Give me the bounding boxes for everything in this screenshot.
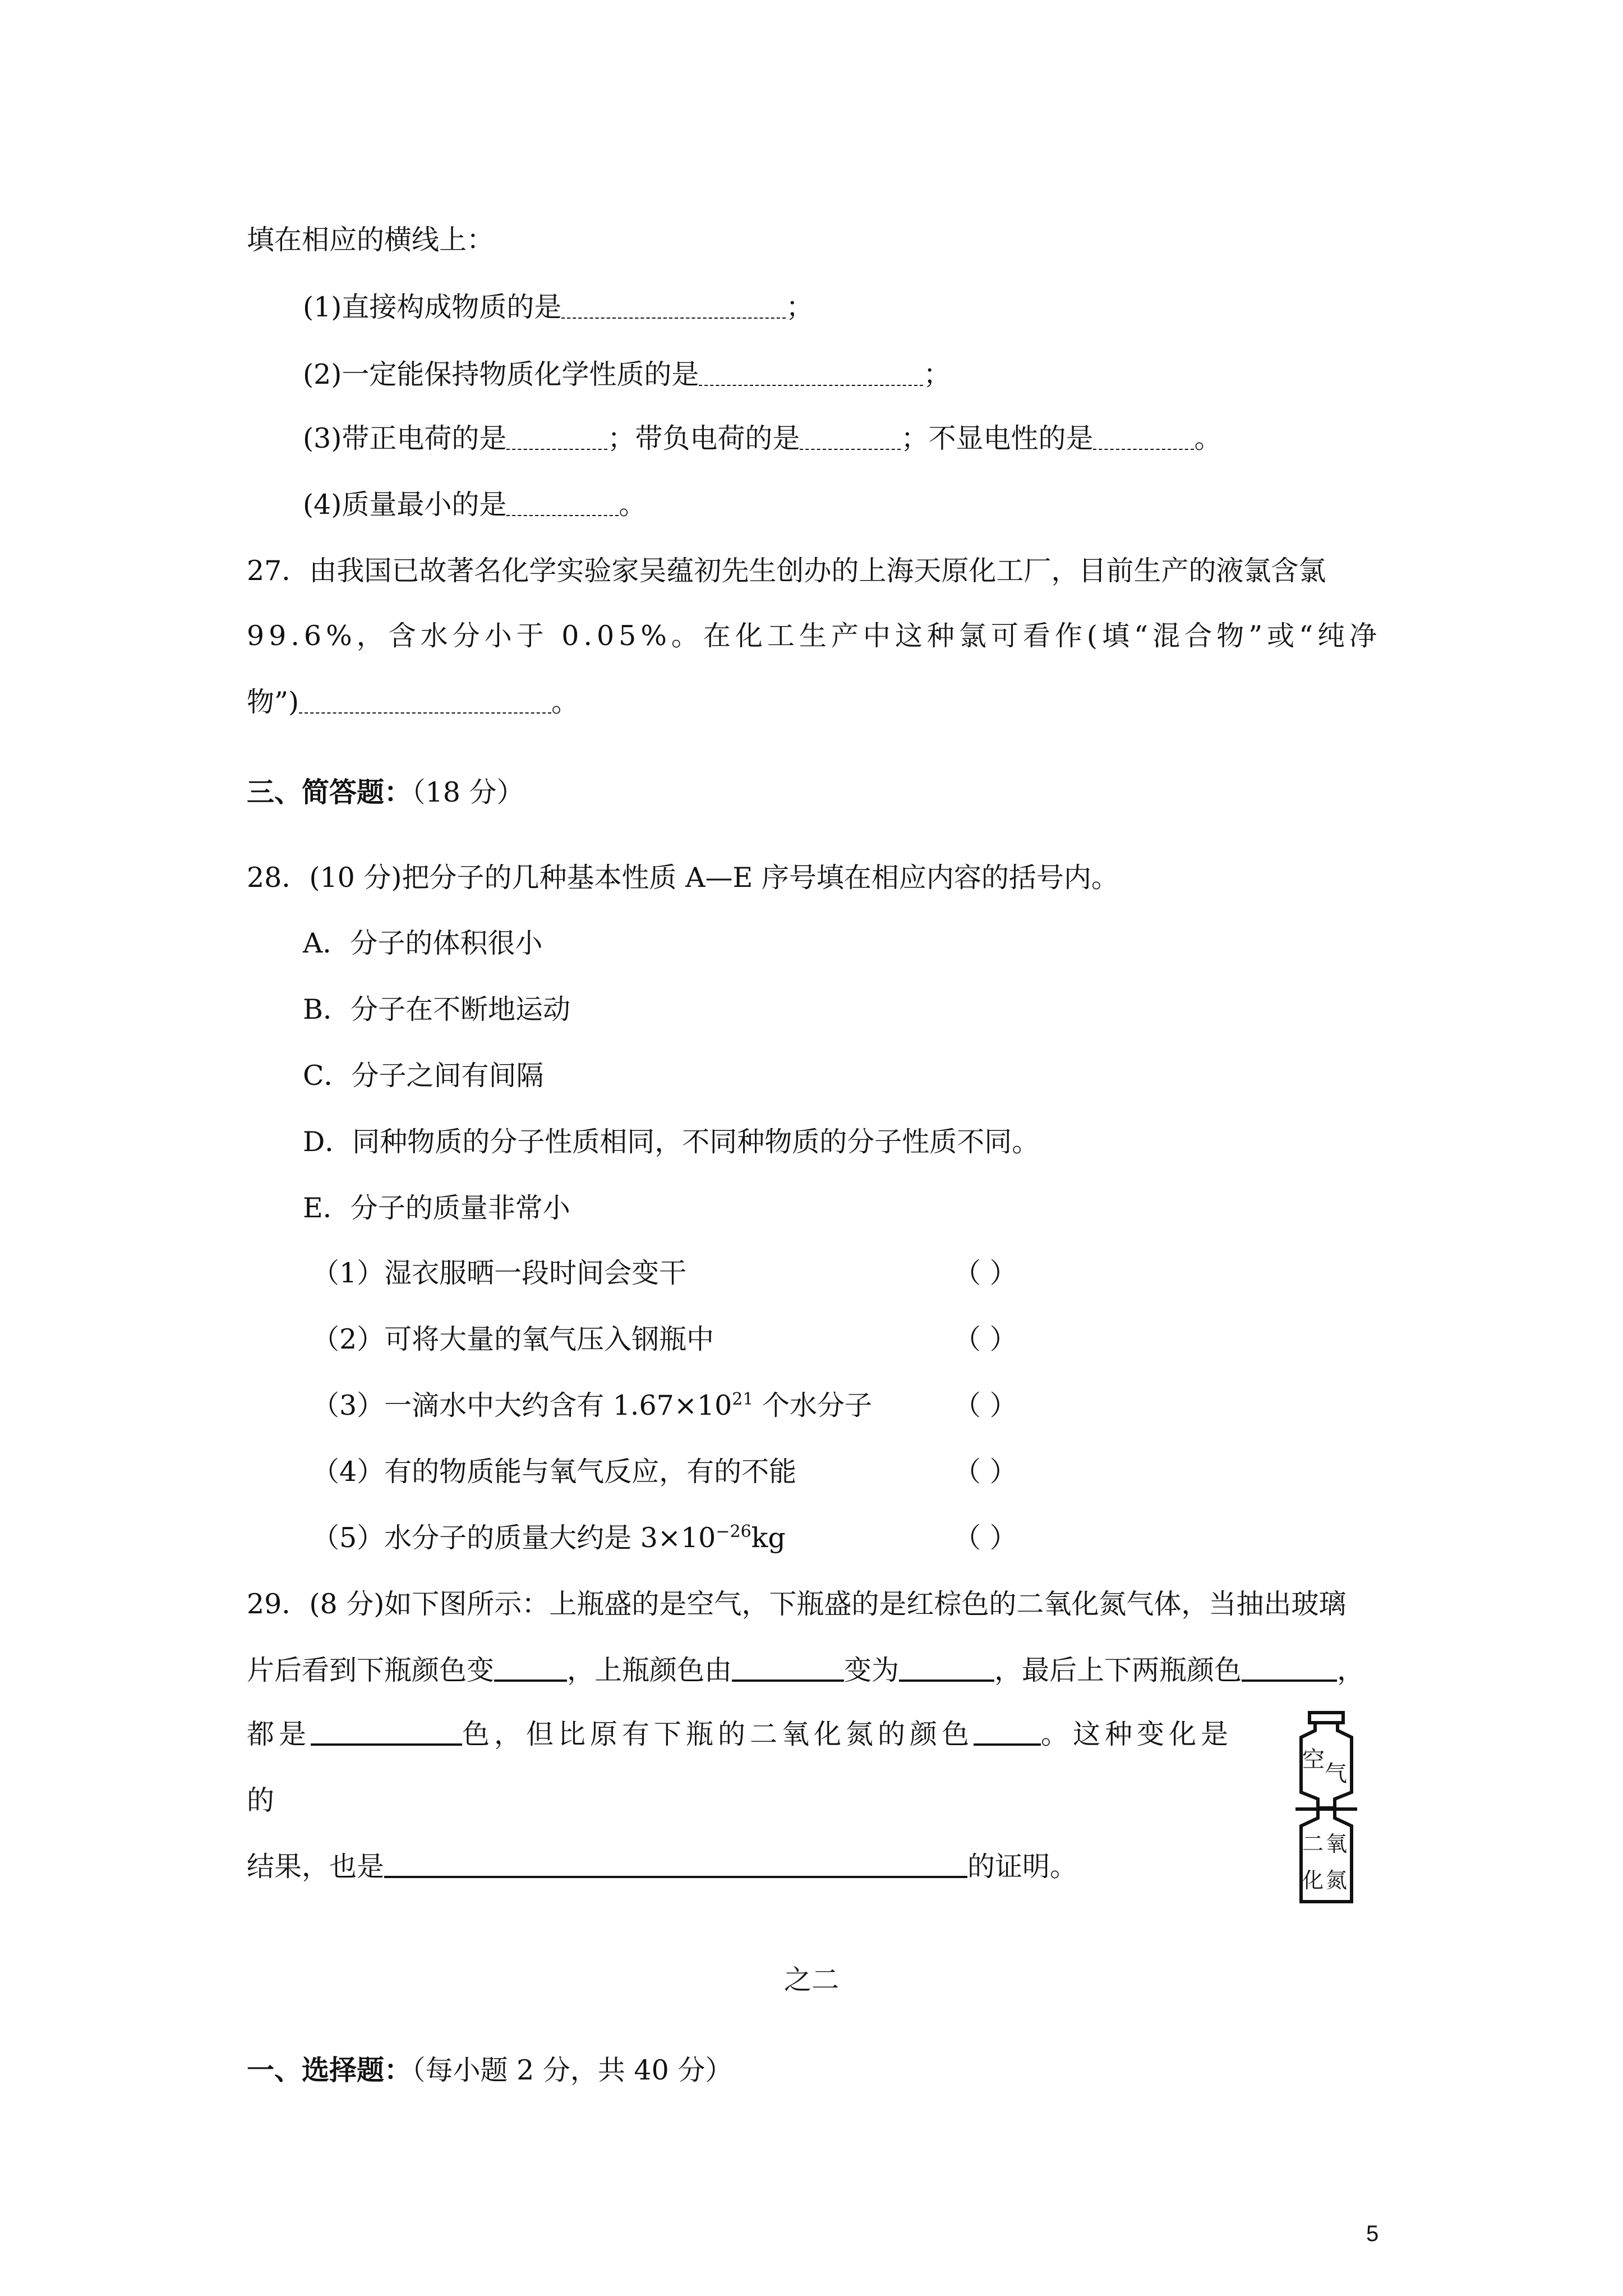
q28-item-2: （2）可将大量的氧气压入钢瓶中	[312, 1323, 714, 1355]
section-1-heading: 一、选择题：（每小题 2 分，共 40 分）	[247, 2054, 733, 2086]
q27-line-3: 物”) 。	[247, 686, 579, 718]
q26-item-1: (1)直接构成物质的是 ；	[303, 291, 814, 323]
answer-blank[interactable]	[494, 1655, 567, 1682]
q28-stem: 28．(10 分)把分子的几种基本性质 A—E 序号填在相应内容的括号内。	[247, 862, 1119, 894]
q28-option-d: D．同种物质的分子性质相同，不同种物质的分子性质不同。	[303, 1126, 1040, 1158]
q28-item-1: （1）湿衣服晒一段时间会变干	[312, 1257, 687, 1289]
answer-blank[interactable]	[299, 688, 551, 714]
q28-option-c: C．分子之间有间隔	[303, 1060, 544, 1092]
gas-bottles-figure	[1290, 1708, 1363, 1912]
figure-label: 氮	[1326, 1868, 1348, 1893]
q29-line-3: 都是 色，但比原有下瓶的二氧化氮的颜色 。这种变化是	[247, 1718, 1233, 1750]
figure-label: 化	[1302, 1868, 1324, 1893]
q28-option-e: E．分子的质量非常小	[303, 1192, 570, 1224]
q28-item-5: （5）水分子的质量大约是 $3\times 10^{-26}kg$	[312, 1522, 786, 1554]
figure-label: 空	[1302, 1747, 1325, 1773]
answer-blank[interactable]	[1242, 1655, 1337, 1682]
intro-text: 填在相应的横线上：	[247, 224, 495, 256]
q28-option-b: B．分子在不断地运动	[303, 993, 571, 1025]
answer-blank[interactable]	[384, 1851, 967, 1878]
answer-paren[interactable]: （ ）	[953, 1323, 1017, 1355]
q28-item-4: （4）有的物质能与氧气反应，有的不能	[312, 1456, 797, 1488]
q28-option-a: A．分子的体积很小	[303, 927, 543, 959]
answer-blank[interactable]	[506, 490, 619, 516]
answer-blank[interactable]	[1093, 424, 1194, 450]
answer-blank[interactable]	[699, 360, 923, 386]
answer-paren[interactable]: （ ）	[953, 1456, 1017, 1488]
answer-blank[interactable]	[561, 293, 786, 319]
part-2-title: 之二	[783, 1964, 839, 1996]
q29-line-4: 的	[247, 1784, 275, 1816]
page-number: 5	[1366, 2221, 1379, 2246]
figure-label: 二	[1302, 1832, 1324, 1856]
answer-blank[interactable]	[506, 424, 607, 450]
section-3-heading: 三、简答题：（18 分）	[247, 776, 524, 808]
q26-item-3: (3)带正电荷的是 ；带负电荷的是 ；不显电性的是 。	[303, 422, 1222, 454]
answer-blank[interactable]	[311, 1719, 462, 1746]
figure-label: 气	[1325, 1761, 1347, 1787]
answer-blank[interactable]	[974, 1719, 1041, 1746]
q29-line-1: 29．(8 分)如下图所示：上瓶盛的是空气，下瓶盛的是红棕色的二氧化氮气体，当抽出玻璃	[247, 1588, 1347, 1620]
answer-blank[interactable]	[800, 424, 901, 450]
answer-blank[interactable]	[899, 1655, 994, 1682]
q29-line-5: 结果，也是 的证明。	[247, 1851, 1078, 1883]
answer-paren[interactable]: （ ）	[953, 1522, 1017, 1554]
figure-label: 氧	[1326, 1832, 1348, 1856]
q26-item-4: (4)质量最小的是 。	[303, 489, 647, 521]
answer-paren[interactable]: （ ）	[953, 1257, 1017, 1289]
q28-item-3: （3）一滴水中大约含有 $1.67\times 10^{21}$ 个水分子	[312, 1389, 873, 1421]
answer-blank[interactable]	[732, 1655, 844, 1682]
q26-item-2: (2)一定能保持物质化学性质的是 ；	[303, 358, 951, 390]
answer-paren[interactable]: （ ）	[953, 1389, 1017, 1421]
q27-line-1: 27．由我国已故著名化学实验家吴蕴初先生创办的上海天原化工厂，目前生产的液氯含氯	[247, 555, 1326, 587]
q29-line-2: 片后看到下瓶颜色变 ，上瓶颜色由 变为 ，最后上下两瓶颜色 ，	[247, 1654, 1365, 1686]
q27-line-2: 99.6%，含水分小于 0.05%。在化工生产中这种氯可看作(填“混合物”或“纯净	[247, 620, 1382, 652]
